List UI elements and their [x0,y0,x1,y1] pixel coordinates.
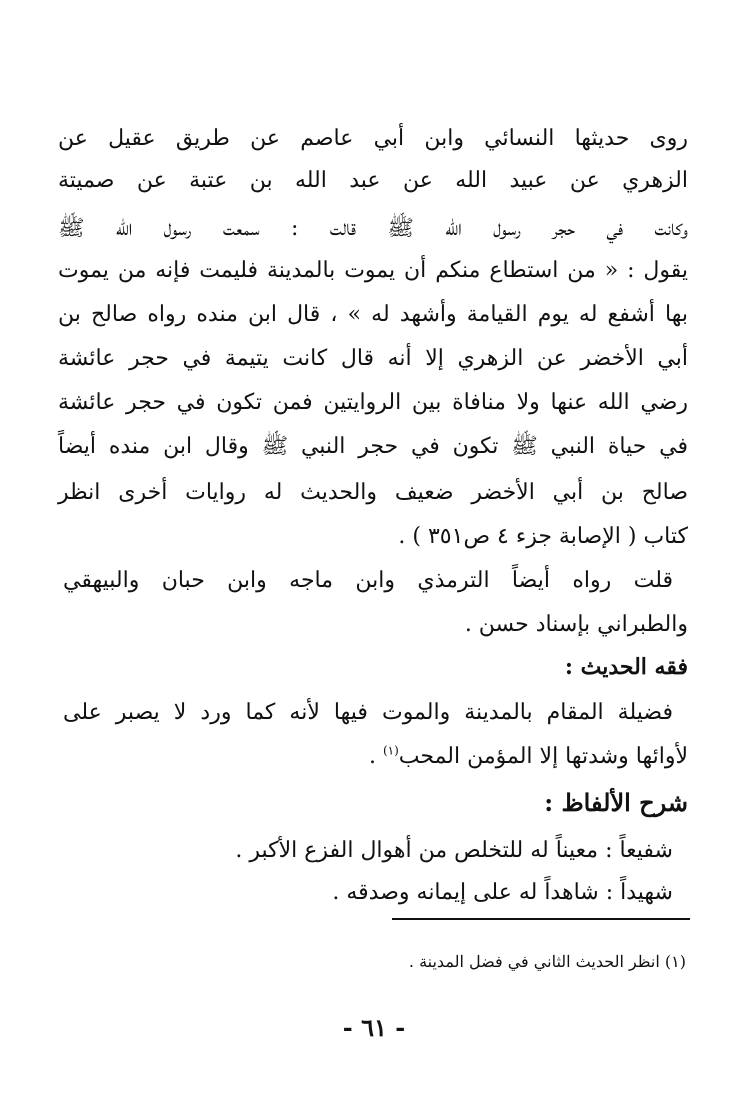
page-number: - ٦١ - [342,1013,406,1042]
text-line-4: يقول : « من استطاع منكم أن يموت بالمدينة فليمت فإنه من يموت [58,258,688,283]
text-line-11: قلت رواه أيضاً الترمذي وابن ماجه وابن حبان والبيهقي [63,568,673,593]
text-line-7: رضي الله عنها ولا منافاة بين الروايتين فمن تكون في حجر عائشة [58,390,688,415]
text-line-2: الزهري عن عبيد الله عن عبد الله بن عتبة عن صميتة [58,168,688,193]
section-heading-fiqh: فقه الحديث : [564,654,688,680]
text-line-6: أبي الأخضر عن الزهري إلا أنه قال كانت يتيمة في حجر عائشة [58,346,688,371]
section-heading-glossary: شرح الألفاظ : [544,788,688,817]
text-line-15-end: . [368,744,383,769]
text-line-10: كتاب ( الإصابة جزء ٤ ص٣٥١ ) . [398,524,688,549]
footnote-marker: (١) [382,743,399,758]
text-line-15-body: لأوائها وشدتها إلا المؤمن المحب [398,744,688,769]
text-line-1: روى حديثها النسائي وابن أبي عاصم عن طريق عقيل عن [58,126,688,151]
glossary-shahidaa: شهيداً : شاهداً له على إيمانه وصدقه . [332,880,673,905]
glossary-shafiaa: شفيعاً : معيناً له للتخلص من أهوال الفزع الأكبر . [235,838,673,863]
text-line-12: والطبراني بإسناد حسن . [464,612,688,637]
text-line-15 [58,742,688,772]
text-line-3: وكانت في حجر رسول الله ﷺ قالت : سمعت رسول الله ﷺ [58,216,688,241]
text-line-14: فضيلة المقام بالمدينة والموت فيها لأنه كما ورد لا يصبر على [63,700,673,725]
text-line-9: صالح بن أبي الأخضر ضعيف والحديث له روايات أخرى انظر [58,480,688,505]
text-line-5: بها أشفع له يوم القيامة وأشهد له » ، قال ابن منده رواه صالح بن [58,302,688,327]
footnote-text: (١) انظر الحديث الثاني في فضل المدينة . [408,952,686,971]
footnote-divider [392,918,690,920]
text-line-8: في حياة النبي ﷺ تكون في حجر النبي ﷺ وقال ابن منده أيضاً [58,434,688,459]
